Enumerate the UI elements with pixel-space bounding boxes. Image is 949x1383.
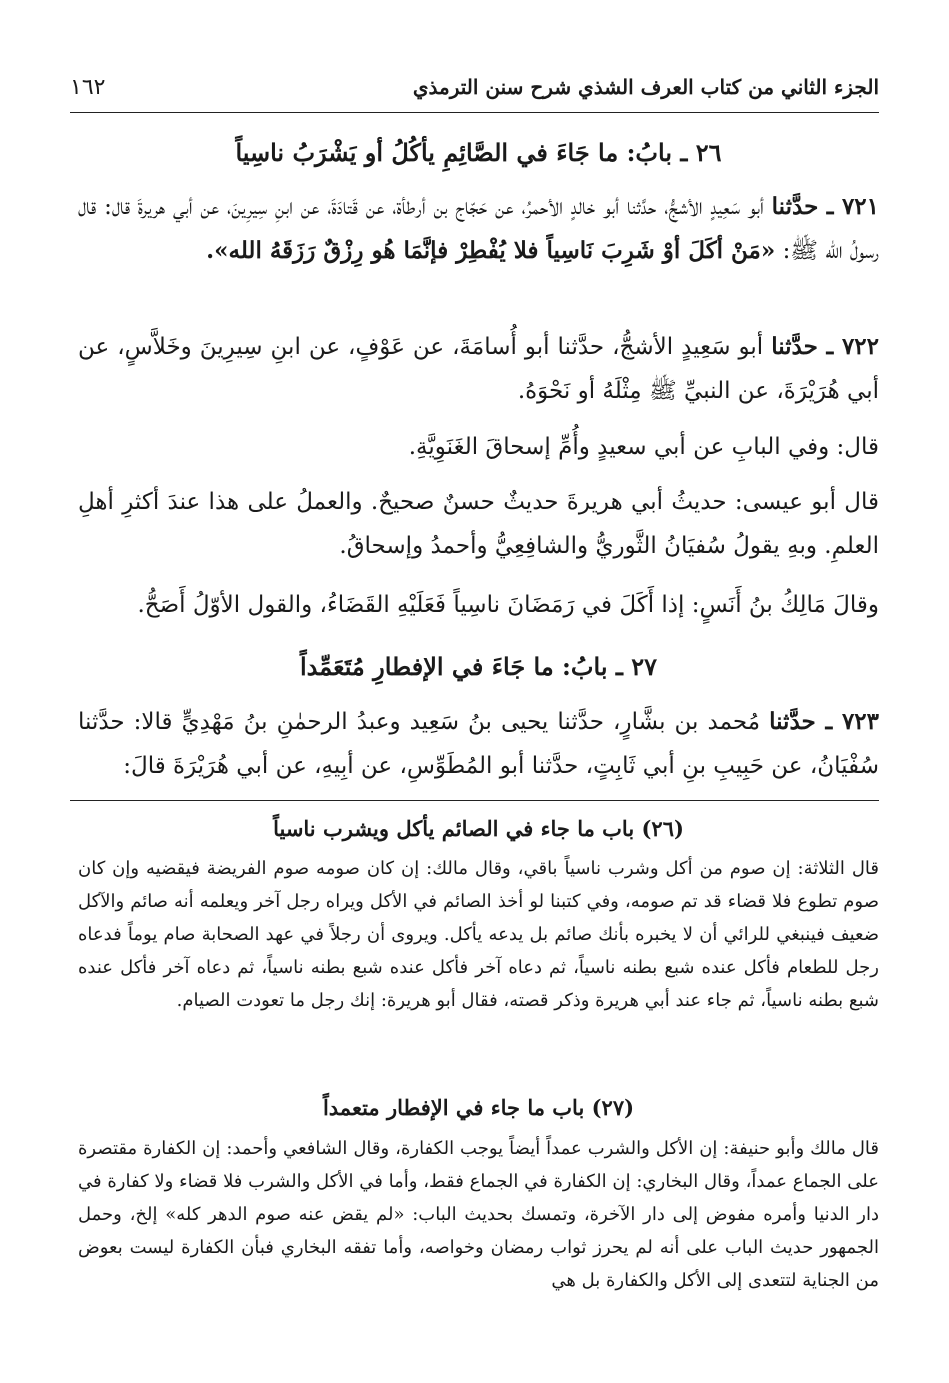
note-heading-27: (٢٧) باب ما جاء في الإفطار متعمداً [322, 1095, 635, 1120]
hadith-721-number: ٧٢١ ـ حدَّثنا [771, 193, 879, 220]
header-title: الجزء الثاني من كتاب العرف الشذي شرح سنن الترمذي [412, 75, 879, 99]
hadith-723-text: مُحمد بن بشَّارٍ، حدَّثنا يحيى بنُ سَعِيد وعبدُ الرحمٰنِ بنُ مَهْدِيٍّ قالا: حدَّثنا سُفْيَانُ، عن حَبِيبِ بنِ أبي ثَابِتٍ، حدَّثنا أبو المُطَوِّسِ، عن أبِيهِ، عن أبي هُرَيْرَةَ قالَ: [78, 709, 879, 779]
note-heading-26: (٢٦) باب ما جاء في الصائم يأكل ويشرب ناسياً [273, 816, 684, 841]
chapter-heading-27: ٢٧ ـ بابُ: ما جَاءَ في الإفطارِ مُتَعَمِّداً [299, 652, 658, 681]
qala-text: قال: وفي البابِ عن أبي سعيدٍ وأُمِّ إسحاقَ الغَنَوِيَّةِ. [408, 434, 879, 460]
hadith-723 [78, 700, 879, 788]
running-header [70, 62, 879, 113]
footnote-divider [70, 800, 879, 801]
hadith-721-isnad: أبو سَعِيدٍ الأشجُّ، حدَّثنا أبو خالدٍ الأحمرُ، عن حَجّاج بن أرطأة، عن قَتادَةَ، عن ابنِ سِيرِينَ، عن أبي هريرةَ قال: قال رسولُ الله ﷺ: [78, 194, 879, 264]
paragraph-qala [78, 425, 879, 469]
note-26-text: قال الثلاثة: إن صوم من أكل وشرب ناسياً باقي، وقال مالك: إن كان صومه صوم الفريضة فيقضيه وإن كان صوم تطوع فلا قضاء قد تم صومه، وفي كتبنا لو أخذ الصائم في الأكل ويراه رجل آخر ويعلمه أنه صائم والآكل ضعيف فينبغي للرائي أن لا يخبره بأنك صائم بل يدعه يأكل. ويروى أن رجلاً في عهد الصحابة صام يوماً فدعاه رجل للطعام فأكل عنده شبع بطنه ناسياً، ثم دعاه آخر فأكل عنده شبع بطنه ناسياً، ثم دعاه آخر فأكل عنده شبع بطنه ناسياً، ثم جاء عند أبي هريرة وذكر قصته، فقال أبو هريرة: إنك رجل ما تعودت الصيام. [78, 858, 879, 1011]
hadith-722 [78, 325, 879, 413]
paragraph-abu-isa [78, 480, 879, 568]
hadith-721 [78, 185, 879, 273]
hadith-723-number: ٧٢٣ ـ حدَّثنا [769, 708, 880, 735]
malik-text: وقالَ مَالِكُ بنُ أَنَسٍ: إذا أَكَلَ في رَمَضَانَ ناسِياً فَعَلَيْهِ القَضَاءُ، والقول الأوّلُ أَصَحُّ. [137, 592, 879, 618]
abu-isa-text: قال أبو عيسى: حديثُ أبي هريرةَ حديثٌ حسنٌ صحيحٌ. والعملُ على هذا عندَ أكثرِ أهلِ العلمِ. وبهِ يقولُ سُفيَانُ الثَّوريُّ والشافِعِيُّ وأحمدُ وإسحاقُ. [78, 489, 879, 559]
paragraph-malik [78, 583, 879, 627]
chapter-heading-26: ٢٦ ـ بابُ: ما جَاءَ في الصَّائِمِ يأكُلُ أو يَشْرَبُ ناسِياً [235, 138, 722, 167]
note-paragraph-26 [78, 852, 879, 1017]
hadith-721-matn: «مَنْ أكَلَ أوْ شَرِبَ نَاسِياً فلا يُفْطِرْ فإنَّمَا هُو رِزْقٌ رَزَقَهُ الله». [206, 237, 776, 264]
hadith-722-text: أبو سَعِيدٍ الأشجُّ، حدَّثنا أبو أُسامَةَ، عن عَوْفٍ، عن ابنِ سِيرِينَ وخَلاَّسٍ، عن أبي هُرَيْرَةَ، عن النبيِّ ﷺ مِثْلَهُ أو نَحْوَهُ. [78, 334, 879, 404]
note-27-text: قال مالك وأبو حنيفة: إن الأكل والشرب عمداً أيضاً يوجب الكفارة، وقال الشافعي وأحمد: إن الكفارة مقتصرة على الجماع عمداً، وقال البخاري: إن الكفارة في الجماع فقط، وأما في الأكل والشرب فلا قضاء ولا كفارة في دار الدنيا وأمره مفوض إلى دار الآخرة، وتمسك بحديث الباب: «لم يقض عنه صوم الدهر كله» إلخ، وحمل الجمهور حديث الباب على أنه لم يحرز ثواب رمضان وخواصه، وأما تفقه البخاري فبأن الكفارة ليست بعوض من الجناية لتتعدى إلى الأكل والكفارة بل هي [78, 1138, 879, 1291]
note-paragraph-27 [78, 1132, 879, 1297]
hadith-722-number: ٧٢٢ ـ حدَّثنا [771, 333, 879, 360]
page-number: ١٦٢ [70, 74, 106, 100]
